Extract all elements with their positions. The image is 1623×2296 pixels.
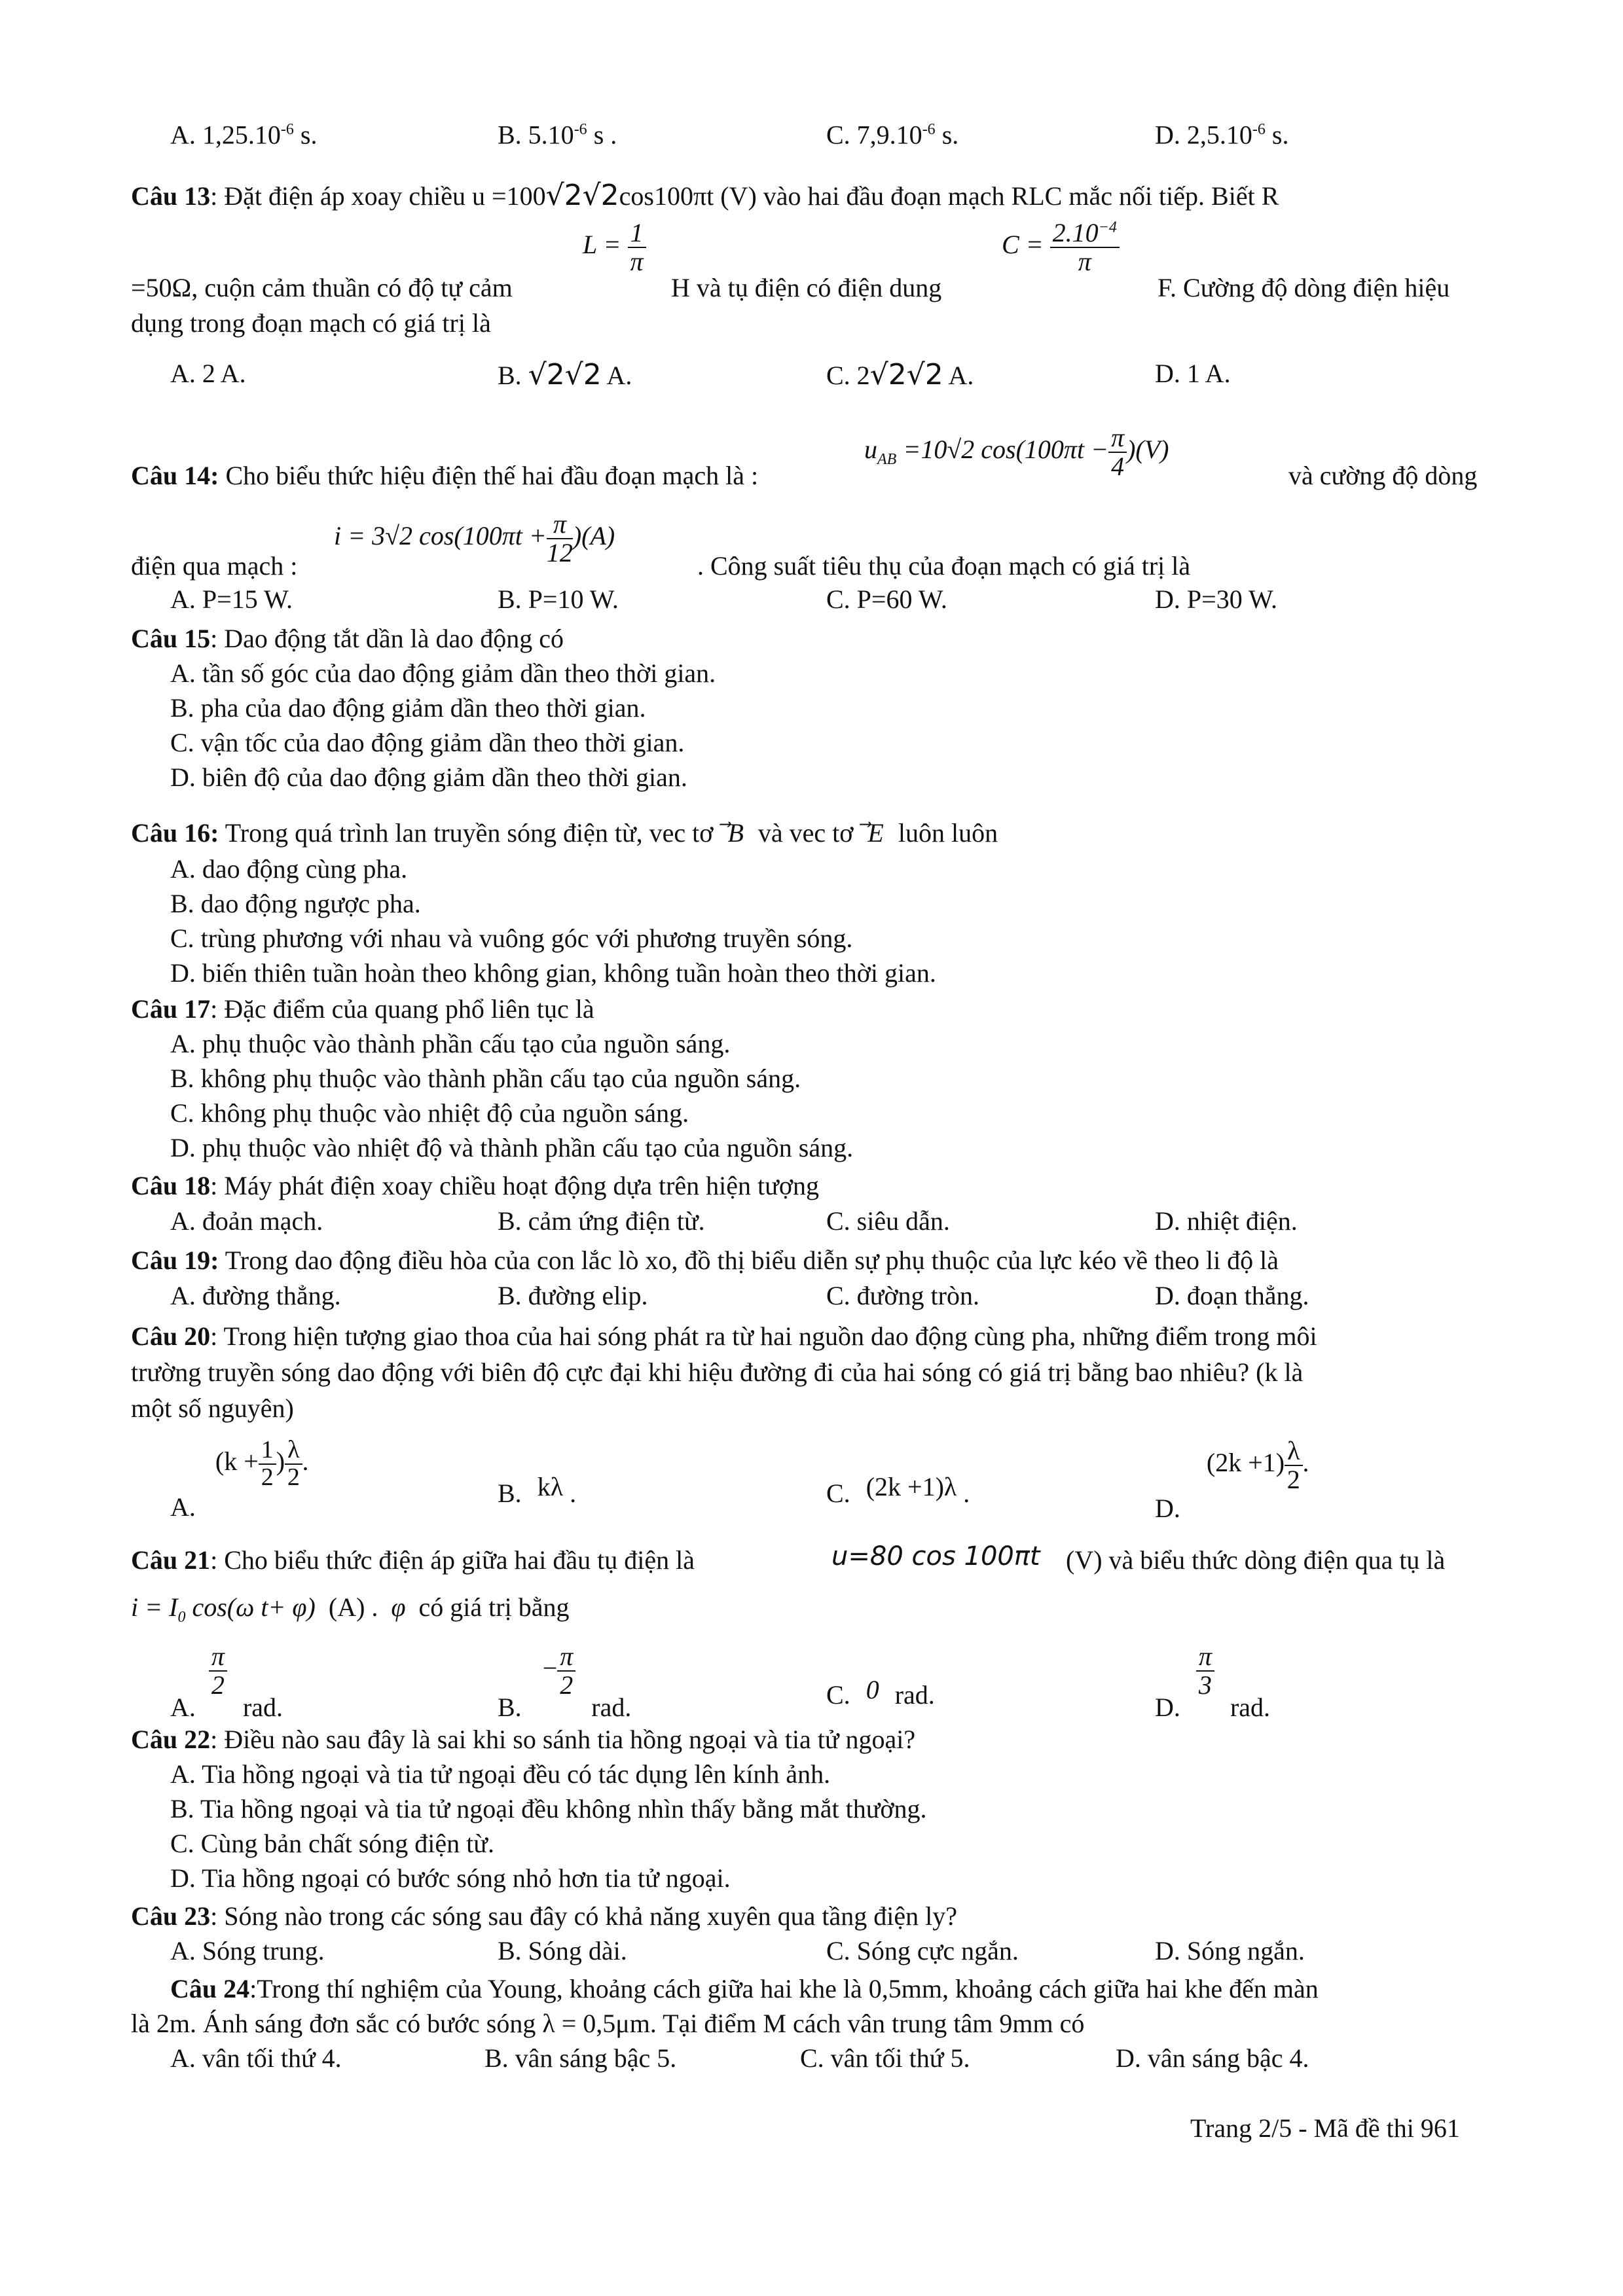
q19-option-b: B. đường elip. xyxy=(498,1281,648,1310)
q13-inductance-formula: L = $\frac{1}{\pi}$ xyxy=(583,219,646,276)
q17-option-c: C. không phụ thuộc vào nhiệt độ của nguồn sáng. xyxy=(170,1098,689,1128)
q13-capacitance-formula: C = $\frac{2.10^{-4}}{\pi}$ xyxy=(1002,219,1120,276)
q19-stem: Câu 19: Trong dao động điều hòa của con lắc lò xo, đồ thị biểu diễn sự phụ thuộc của lực kéo về theo li độ là xyxy=(131,1246,1279,1275)
q20-option-d: D. (2k +1) $\frac{\lambda}{2}$ . xyxy=(1155,1436,1309,1524)
q24-stem-1: Câu 24:Trong thí nghiệm của Young, khoảng cách giữa hai khe là 0,5mm, khoảng cách giữa hai khe đến màn xyxy=(170,1974,1319,2003)
q21-option-a: A. $\frac{\pi}{2}$ rad. xyxy=(170,1641,283,1723)
q17-stem: Câu 17: Đặc điểm của quang phổ liên tục là xyxy=(131,994,594,1024)
q14-line3: điện qua mạch : xyxy=(131,551,298,581)
q20-stem-1: Câu 20: Trong hiện tượng giao thoa của hai sóng phát ra từ hai nguồn dao động cùng pha, những điểm trong môi xyxy=(131,1321,1317,1351)
q16-option-d: D. biến thiên tuần hoàn theo không gian, không tuần hoàn theo thời gian. xyxy=(170,958,936,988)
q18-option-a: A. đoản mạch. xyxy=(170,1206,323,1236)
q13-line2b: H và tụ điện có điện dung xyxy=(671,273,942,302)
q19-option-a: A. đường thẳng. xyxy=(170,1281,341,1310)
q15-option-c: C. vận tốc của dao động giảm dần theo thời gian. xyxy=(170,728,685,757)
q20-option-c: C. (2k +1)λ . xyxy=(826,1472,970,1508)
q14-current-formula: i = 3√2 cos(100πt + $\frac{\pi}{12}$ )(A) xyxy=(334,509,615,567)
q15-option-b: B. pha của dao động giảm dần theo thời gian. xyxy=(170,693,646,723)
q13-line3: dụng trong đoạn mạch có giá trị là xyxy=(131,308,491,338)
q14-stem-tail: và cường độ dòng xyxy=(1288,461,1478,490)
q20-stem-2: trường truyền sóng dao động với biên độ cực đại khi hiệu đường đi của hai sóng có giá trị bằng bao nhiêu? (k là xyxy=(131,1357,1304,1387)
q24-option-d: D. vân sáng bậc 4. xyxy=(1116,2043,1309,2073)
q13-option-c: C. 2√2√2 A. xyxy=(826,358,974,391)
q15-option-d: D. biên độ của dao động giảm dần theo thời gian. xyxy=(170,762,687,792)
q24-option-b: B. vân sáng bậc 5. xyxy=(484,2043,677,2073)
q16-option-a: A. dao động cùng pha. xyxy=(170,854,408,884)
q15-stem: Câu 15: Dao động tắt dần là dao động có xyxy=(131,624,564,653)
q13-option-a: A. 2 A. xyxy=(170,359,246,388)
page-footer: Trang 2/5 - Mã đề thi 961 xyxy=(1190,2113,1460,2143)
q12-option-b: B. $5.10^{-6}$ s . xyxy=(498,120,617,150)
q12-option-a: A. $1,25.10^{-6}$ s. xyxy=(170,120,318,150)
q20-stem-3: một số nguyên) xyxy=(131,1393,294,1423)
q24-option-a: A. vân tối thứ 4. xyxy=(170,2043,342,2073)
q21-option-b: B. − $\frac{\pi}{2}$ rad. xyxy=(498,1641,632,1723)
q13-option-b: B. √2√2 A. xyxy=(498,358,632,391)
q14-line3-tail: . Công suất tiêu thụ của đoạn mạch có giá trị là xyxy=(697,551,1191,581)
q13-line2c: F. Cường độ dòng điện hiệu xyxy=(1158,273,1450,302)
q23-option-d: D. Sóng ngắn. xyxy=(1155,1936,1305,1965)
q12-option-d: D. $2,5.10^{-6}$ s. xyxy=(1155,120,1289,150)
q23-option-c: C. Sóng cực ngắn. xyxy=(826,1936,1019,1965)
q14-option-b: B. P=10 W. xyxy=(498,584,619,614)
q14-voltage-formula: $u_{AB} =10√2$ cos(100πt − $\frac{\pi}{4}$ )(V) xyxy=(864,423,1169,481)
q24-option-c: C. vân tối thứ 5. xyxy=(800,2043,970,2073)
q19-option-d: D. đoạn thẳng. xyxy=(1155,1281,1309,1310)
q22-option-c: C. Cùng bản chất sóng điện từ. xyxy=(170,1829,494,1858)
q16-stem: Câu 16: Trong quá trình lan truyền sóng điện từ, vec tơ B và vec tơ E luôn luôn xyxy=(131,818,998,848)
q18-option-d: D. nhiệt điện. xyxy=(1155,1206,1298,1236)
q23-stem: Câu 23: Sóng nào trong các sóng sau đây có khả năng xuyên qua tầng điện ly? xyxy=(131,1901,957,1931)
q22-option-b: B. Tia hồng ngoại và tia tử ngoại đều không nhìn thấy bằng mắt thường. xyxy=(170,1794,927,1823)
q22-stem: Câu 22: Điều nào sau đây là sai khi so sánh tia hồng ngoại và tia tử ngoại? xyxy=(131,1725,916,1754)
q18-option-b: B. cảm ứng điện từ. xyxy=(498,1206,705,1236)
q16-option-b: B. dao động ngược pha. xyxy=(170,889,421,918)
q21-stem-1: Câu 21: Cho biểu thức điện áp giữa hai đầu tụ điện là xyxy=(131,1545,695,1575)
q12-option-c: C. $7,9.10^{-6}$ s. xyxy=(826,120,959,150)
q16-option-c: C. trùng phương với nhau và vuông góc với phương truyền sóng. xyxy=(170,924,853,953)
q20-option-b: B. kλ . xyxy=(498,1472,577,1508)
q18-option-c: C. siêu dẫn. xyxy=(826,1206,950,1236)
q18-stem: Câu 18: Máy phát điện xoay chiều hoạt động dựa trên hiện tượng xyxy=(131,1171,819,1200)
q21-stem-1-tail: (V) và biểu thức dòng điện qua tụ là xyxy=(1066,1545,1446,1575)
q21-stem-2: $i = I_0$ cos(ω t+ φ) (A) . φ có giá trị bằng xyxy=(131,1592,570,1626)
q23-option-a: A. Sóng trung. xyxy=(170,1936,325,1965)
q17-option-b: B. không phụ thuộc vào thành phần cấu tạo của nguồn sáng. xyxy=(170,1064,801,1093)
q14-stem: Câu 14: Cho biểu thức hiệu điện thế hai đầu đoạn mạch là : xyxy=(131,461,759,490)
q21-option-d: D. $\frac{\pi}{3}$ rad. xyxy=(1155,1641,1271,1723)
q15-option-a: A. tần số góc của dao động giảm dần theo thời gian. xyxy=(170,658,716,688)
q17-option-a: A. phụ thuộc vào thành phần cấu tạo của nguồn sáng. xyxy=(170,1029,731,1058)
q21-current-formula: $i = I_0$ cos(ω t+ φ) xyxy=(131,1592,316,1626)
q14-option-c: C. P=60 W. xyxy=(826,584,947,614)
q22-option-d: D. Tia hồng ngoại có bước sóng nhỏ hơn tia tử ngoại. xyxy=(170,1863,731,1893)
q21-voltage-formula: u=80 cos 100πt xyxy=(831,1541,1040,1571)
q23-option-b: B. Sóng dài. xyxy=(498,1936,627,1965)
q14-option-d: D. P=30 W. xyxy=(1155,584,1278,614)
q13-line2a: =50Ω, cuộn cảm thuần có độ tự cảm xyxy=(131,273,513,302)
q13-option-d: D. 1 A. xyxy=(1155,359,1231,388)
q24-stem-2: là 2m. Ánh sáng đơn sắc có bước sóng λ = 0,5μm. Tại điểm M cách vân trung tâm 9mm có xyxy=(131,2009,1085,2038)
vector-b: B xyxy=(727,818,744,848)
q13-stem: Câu 13: Đặt điện áp xoay chiều u =100√2√2cos100πt (V) vào hai đầu đoạn mạch RLC mắc nối tiếp. Biết R xyxy=(131,179,1279,212)
q21-option-c: C. 0 rad. xyxy=(826,1675,935,1710)
q20-option-a: A. (k + $\frac{1}{2}$ ) $\frac{\lambda}{2}$ . xyxy=(170,1436,309,1522)
q22-option-a: A. Tia hồng ngoại và tia tử ngoại đều có tác dụng lên kính ảnh. xyxy=(170,1759,831,1789)
q19-option-c: C. đường tròn. xyxy=(826,1281,979,1310)
q14-option-a: A. P=15 W. xyxy=(170,584,293,614)
q17-option-d: D. phụ thuộc vào nhiệt độ và thành phần cấu tạo của nguồn sáng. xyxy=(170,1133,854,1162)
vector-e: E xyxy=(867,818,884,848)
